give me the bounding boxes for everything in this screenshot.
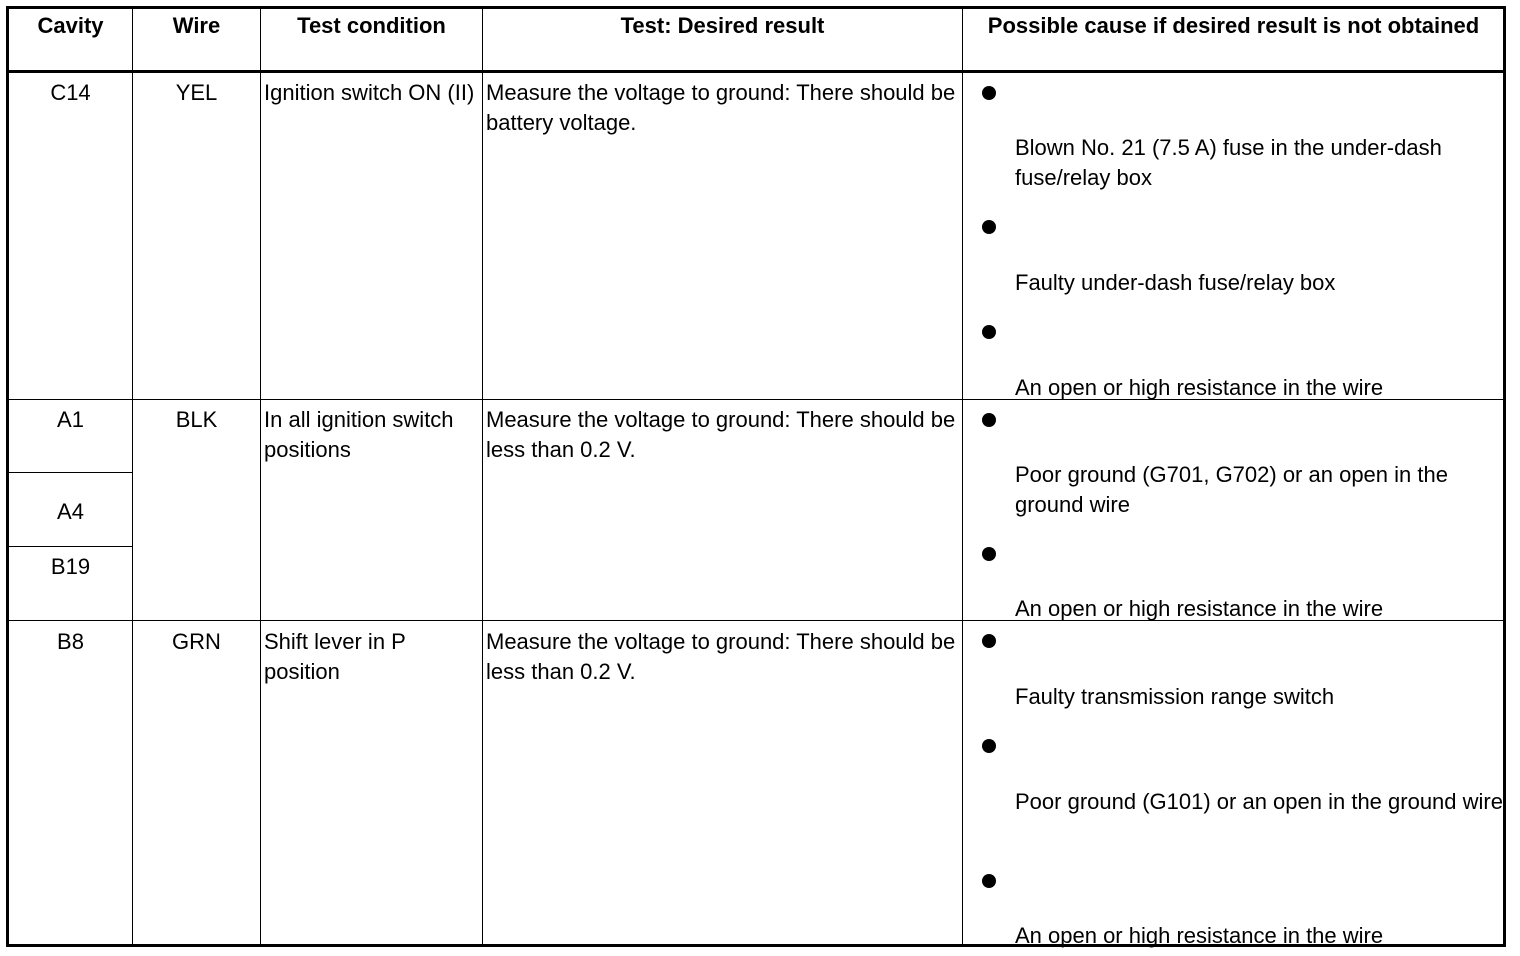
header-desired-result: Test: Desired result [620,13,825,38]
bullet-icon [982,413,996,427]
cause-item: An open or high resistance in the wire [1015,596,1384,621]
header-wire: Wire [172,13,221,38]
header-possible-cause: Possible cause if desired result is not obtained [987,13,1480,38]
cavity-cell: B8 [57,629,84,654]
desired-result-cell: Measure the voltage to ground: There should be battery voltage. [486,80,956,135]
bullet-icon [982,325,996,339]
column-divider [482,6,483,947]
column-divider [132,6,133,947]
desired-result-cell: Measure the voltage to ground: There should be less than 0.2 V. [486,407,956,462]
cavity-cell: A4 [57,499,84,524]
bullet-icon [982,220,996,234]
test-condition-cell: In all ignition switch positions [264,407,454,462]
cause-item: An open or high resistance in the wire [1015,375,1384,400]
column-divider [260,6,261,947]
cause-item: Faulty under-dash fuse/relay box [1015,270,1336,295]
desired-result-cell: Measure the voltage to ground: There should be less than 0.2 V. [486,629,956,684]
test-condition-cell: Shift lever in P position [264,629,406,684]
wire-cell: YEL [175,80,218,105]
wire-cell: GRN [172,629,221,654]
column-divider [962,6,963,947]
cause-item: Poor ground (G101) or an open in the ground wire [1015,789,1503,814]
cavity-cell: A1 [57,407,84,432]
cavity-subdivider [6,546,132,547]
header-test-condition: Test condition [297,13,446,38]
wire-cell: BLK [175,407,218,432]
header-cavity: Cavity [37,13,104,38]
cavity-subdivider [6,472,132,473]
cavity-cell: B19 [50,554,91,579]
cause-item: An open or high resistance in the wire [1015,923,1384,948]
cavity-cell: C14 [50,80,91,105]
cause-item: Faulty transmission range switch [1015,684,1335,709]
test-condition-cell: Ignition switch ON (II) [264,80,475,105]
bullet-icon [982,547,996,561]
bullet-icon [982,634,996,648]
cause-item: Poor ground (G701, G702) or an open in the ground wire [1015,462,1448,517]
bullet-icon [982,874,996,888]
header-divider [6,70,1506,73]
cause-item: Blown No. 21 (7.5 A) fuse in the under-dash fuse/relay box [1015,135,1442,190]
bullet-icon [982,86,996,100]
bullet-icon [982,739,996,753]
